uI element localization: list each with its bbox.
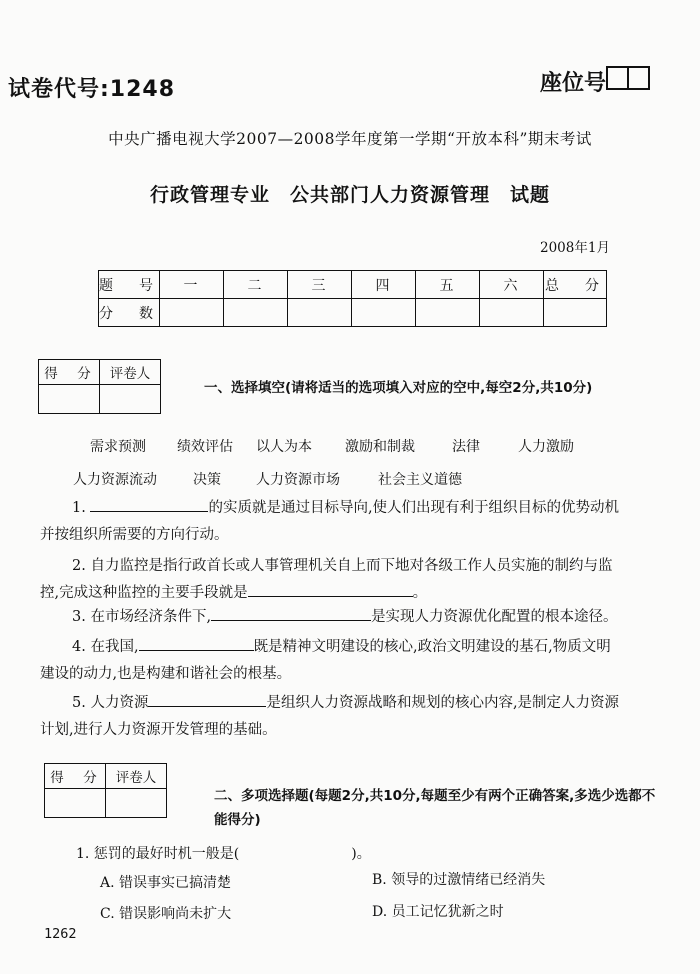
question-4	[72, 634, 611, 661]
question-text: 在我国,	[90, 639, 139, 655]
option-word: 人力激励	[518, 439, 574, 455]
score-cell[interactable]	[352, 299, 416, 327]
mc-option-b[interactable]: B. 领导的过激情绪已经消失	[372, 872, 546, 888]
question-text: 在市场经济条件下,	[90, 609, 212, 625]
score-header-cell: 总 分	[544, 271, 607, 299]
grader-score-cell[interactable]	[45, 789, 106, 818]
grader-box-section2	[44, 763, 167, 818]
question-text: 人力资源	[90, 695, 149, 711]
question-text: 自力监控是指行政首长或人事管理机关自上而下地对各级工作人员实施的制约与监	[90, 558, 613, 574]
question-number: 1.	[72, 500, 86, 516]
grader-box-section1	[38, 359, 161, 414]
mc-option-c[interactable]: C. 错误影响尚未扩大	[100, 906, 232, 922]
option-word: 人力资源流动	[73, 472, 157, 488]
mc-option-d[interactable]: D. 员工记忆犹新之时	[372, 904, 504, 920]
score-header-cell: 二	[224, 271, 288, 299]
score-table	[98, 270, 607, 327]
question-2-continued	[40, 580, 427, 607]
question-number: 3.	[72, 609, 86, 625]
grader-name-cell[interactable]	[100, 385, 161, 414]
question-text: 既是精神文明建设的核心,政治文明建设的基石,物质文明	[253, 639, 611, 655]
seat-number-box[interactable]	[606, 66, 650, 90]
answer-blank[interactable]	[139, 636, 254, 651]
option-word: 人力资源市场	[256, 472, 340, 488]
score-header-cell: 四	[352, 271, 416, 299]
grader-score-label: 得 分	[45, 764, 106, 789]
score-cell[interactable]	[160, 299, 224, 327]
question-number: 5.	[72, 695, 86, 711]
grader-score-label: 得 分	[39, 360, 100, 385]
question-5	[72, 690, 619, 717]
question-2	[72, 553, 682, 580]
score-row-label: 分 数	[99, 299, 160, 327]
option-word: 社会主义道德	[378, 472, 462, 488]
question-text: 控,完成这种监控的主要手段就是	[40, 585, 248, 601]
score-table-header-row	[99, 271, 607, 299]
grader-score-cell[interactable]	[39, 385, 100, 414]
score-header-cell: 题 号	[99, 271, 160, 299]
question-text: 。	[412, 585, 428, 601]
mc-option-a[interactable]: A. 错误事实已搞清楚	[100, 875, 232, 891]
option-word: 激励和制裁	[345, 439, 415, 455]
question-4-continued: 建设的动力,也是构建和谐社会的根基。	[40, 666, 292, 682]
paper-code: 试卷代号:1248	[8, 77, 176, 102]
mc-question-1-stem: 1. 惩罚的最好时机一般是( )。	[76, 846, 371, 862]
exam-date: 2008年1月	[540, 240, 610, 256]
option-word: 法律	[452, 439, 480, 455]
answer-blank[interactable]	[90, 497, 208, 512]
option-word: 决策	[193, 472, 221, 488]
question-5-continued: 计划,进行人力资源开发管理的基础。	[40, 722, 277, 738]
section1-heading: 一、选择填空(请将适当的选项填入对应的空中,每空2分,共10分)	[204, 380, 593, 396]
score-header-cell: 五	[416, 271, 480, 299]
option-word: 绩效评估	[177, 439, 233, 455]
score-cell[interactable]	[480, 299, 544, 327]
score-cell[interactable]	[544, 299, 607, 327]
question-1-continued: 并按组织所需要的方向行动。	[40, 527, 229, 543]
page-number: 1262	[44, 926, 77, 942]
section2-heading: 二、多项选择题(每题2分,共10分,每题至少有两个正确答案,多选少选都不能得分)	[214, 788, 656, 828]
question-text: 的实质就是通过目标导向,使人们出现有利于组织目标的优势动机	[208, 500, 620, 516]
grader-name-label: 评卷人	[106, 764, 167, 789]
score-header-cell: 三	[288, 271, 352, 299]
score-cell[interactable]	[288, 299, 352, 327]
subject-title: 行政管理专业 公共部门人力资源管理 试题	[149, 184, 550, 206]
seat-label: 座位号	[540, 71, 607, 96]
grader-name-cell[interactable]	[106, 789, 167, 818]
question-text: 是组织人力资源战略和规划的核心内容,是制定人力资源	[266, 695, 620, 711]
answer-blank[interactable]	[248, 582, 413, 597]
grader-name-label: 评卷人	[100, 360, 161, 385]
score-cell[interactable]	[416, 299, 480, 327]
score-cell[interactable]	[224, 299, 288, 327]
exam-title: 中央广播电视大学2007—2008学年度第一学期“开放本科”期末考试	[108, 130, 592, 148]
question-1	[72, 495, 672, 522]
score-table-score-row	[99, 299, 607, 327]
question-3	[72, 604, 618, 631]
answer-blank[interactable]	[148, 692, 266, 707]
option-word: 以人为本	[256, 439, 312, 455]
answer-blank[interactable]	[211, 606, 371, 621]
option-word: 需求预测	[90, 439, 146, 455]
question-number: 4.	[72, 639, 86, 655]
question-number: 2.	[72, 558, 86, 574]
score-header-cell: 六	[480, 271, 544, 299]
question-text: 是实现人力资源优化配置的根本途径。	[371, 609, 618, 625]
score-header-cell: 一	[160, 271, 224, 299]
